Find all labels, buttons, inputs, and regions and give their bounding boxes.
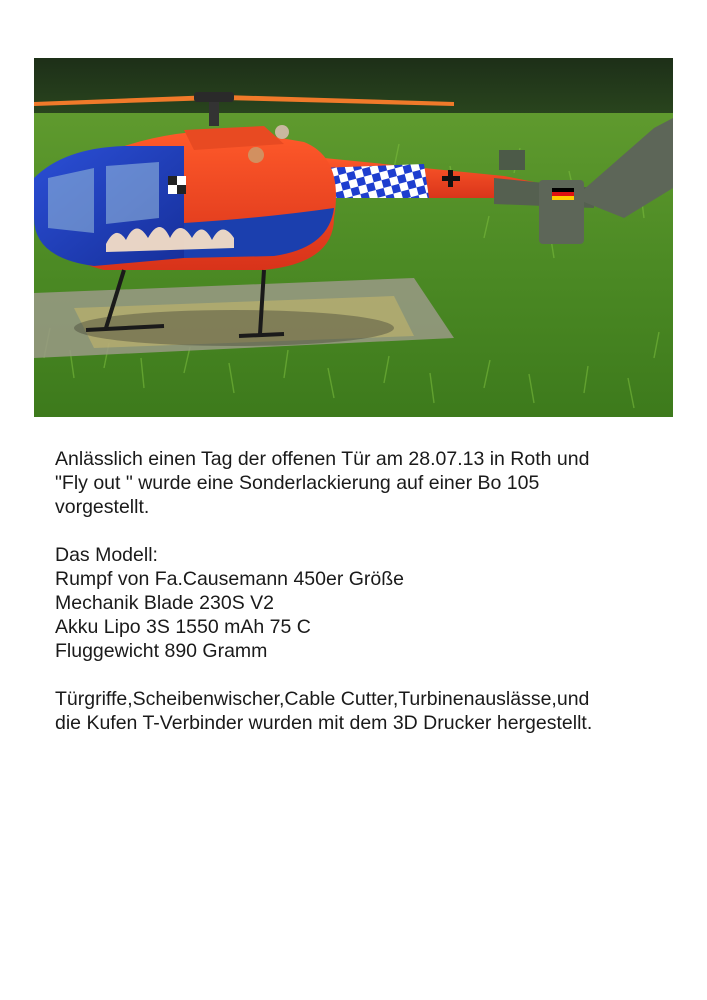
helicopter-photo-graphic <box>34 58 673 417</box>
helicopter-photo <box>34 58 673 417</box>
paragraph-gap <box>55 519 675 543</box>
intro-line-1: Anlässlich einen Tag der offenen Tür am 28.07.13 in Roth und <box>55 448 590 470</box>
description-text <box>55 447 675 735</box>
paragraph-gap <box>55 663 675 687</box>
model-line-mechanics: Mechanik Blade 230S V2 <box>55 592 274 614</box>
model-line-fuselage: Rumpf von Fa.Causemann 450er Größe <box>55 568 405 590</box>
model-line-battery: Akku Lipo 3S 1550 mAh 75 C <box>55 616 311 638</box>
intro-line-2: "Fly out " wurde eine Sonderlackierung auf einer Bo 105 <box>55 472 540 494</box>
model-line-weight: Fluggewicht 890 Gramm <box>55 640 268 662</box>
outro-line-1: Türgriffe,Scheibenwischer,Cable Cutter,Turbinenauslässe,und <box>55 688 590 710</box>
intro-line-3: vorgestellt. <box>55 496 150 518</box>
outro-line-2: die Kufen T-Verbinder wurden mit dem 3D Drucker hergestellt. <box>55 712 593 734</box>
model-heading: Das Modell: <box>55 544 158 566</box>
